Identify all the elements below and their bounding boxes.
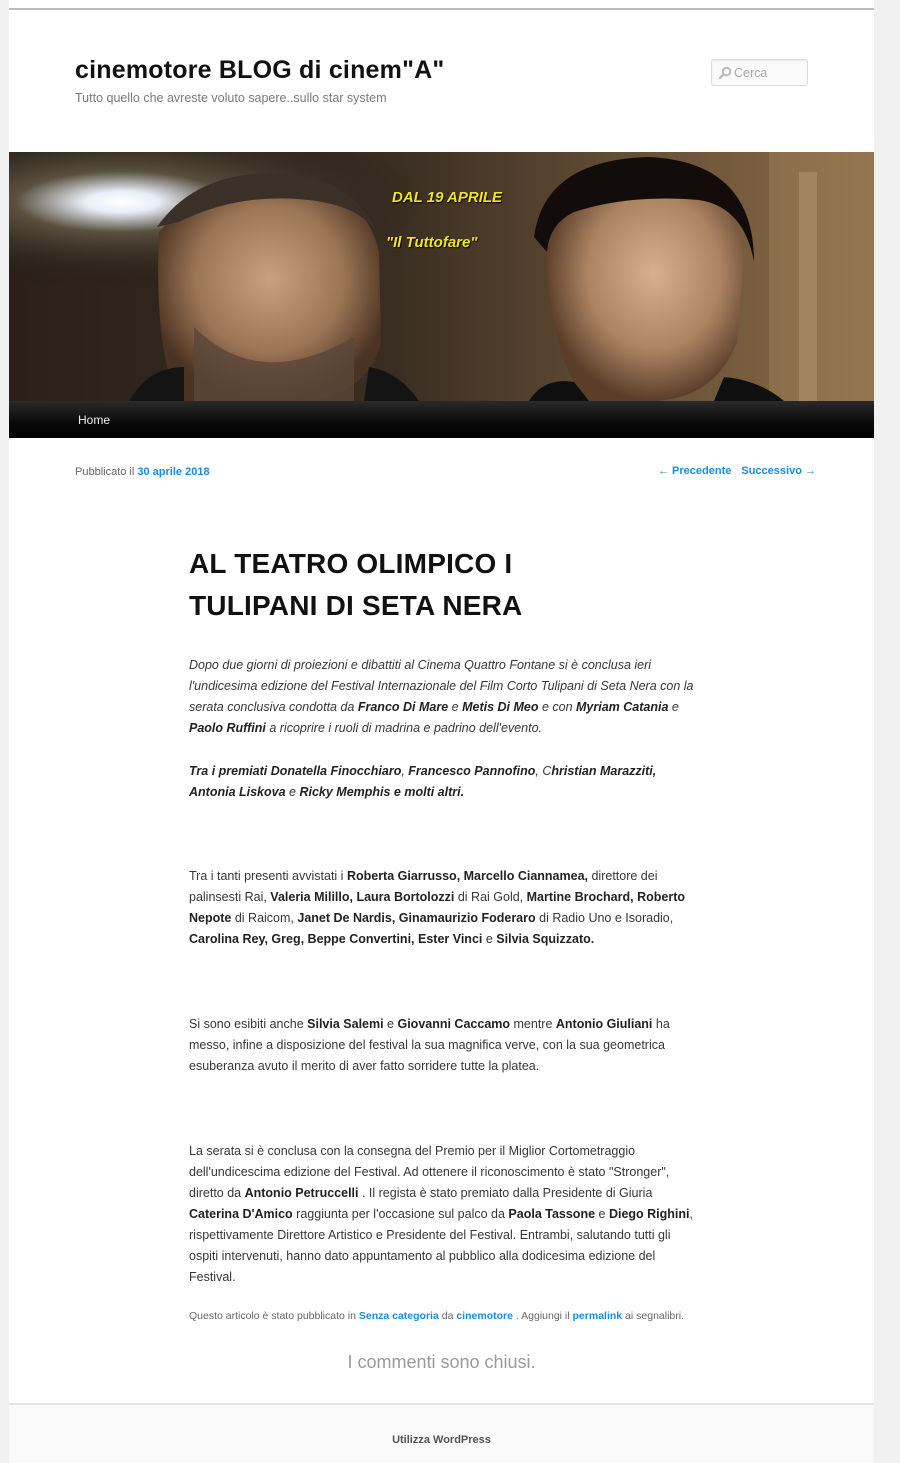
main-navigation <box>9 401 874 438</box>
paragraph-text: direttore dei palinsesti Rai, <box>189 869 658 904</box>
bold-name-text: Myriam Catania <box>576 700 669 714</box>
bold-name-text: Ricky Memphis e molti altri. <box>299 785 465 799</box>
paragraph-text: raggiunta per l'occasione sul palco da <box>292 1207 509 1221</box>
bold-name-text: Caterina D'Amico <box>189 1207 293 1221</box>
bold-name-text: Tra i premiati Donatella Finocchiaro <box>189 764 402 778</box>
article-title: AL TEATRO OLIMPICO I TULIPANI DI SETA NERA <box>189 548 523 621</box>
paragraph-text: , rispettivamente Direttore Artistico e Presidente del Festival. Entrambi, salutando tutti gli ospiti intervenuti, hanno dato appuntamento al pubblico alla dodicesima edizione del Festival. <box>189 1207 693 1284</box>
paragraph-text: Si sono esibiti anche <box>189 1017 308 1031</box>
footer-prefix: Questo articolo è stato pubblicato in <box>189 1310 356 1322</box>
bold-name-text: Antonio Petruccelli <box>244 1186 359 1200</box>
header-banner-image <box>9 152 874 401</box>
paragraph-text: . Il regista è stato premiato dalla Presidente di Giuria <box>358 1186 653 1200</box>
bold-name-text: Diego Righini <box>608 1207 690 1221</box>
paragraph-text: e <box>482 932 497 946</box>
wordpress-credit-link[interactable]: Utilizza WordPress <box>392 1434 491 1446</box>
previous-post-link[interactable]: ← Precedente <box>658 465 732 477</box>
search-icon <box>719 66 732 79</box>
bold-name-text: Carolina Rey, Greg, Beppe Convertini, Ester Vinci <box>189 932 483 946</box>
post-navigation <box>658 465 816 477</box>
permalink-link[interactable]: permalink <box>572 1310 623 1322</box>
article-paragraph-5 <box>189 1141 699 1288</box>
footer-bookmark-prefix: . Aggiungi il <box>515 1310 570 1322</box>
search-input[interactable] <box>734 63 806 82</box>
published-label: Pubblicato il <box>75 466 135 478</box>
paragraph-text: La serata si è conclusa con la consegna del Premio per il Miglior Cortometraggio dell'undicescima edizione del Festival. Ad ottenere il riconoscimento è stato "Stronger", diretto da <box>189 1144 670 1200</box>
article-paragraph-4 <box>189 1014 699 1077</box>
paragraph-text: e <box>595 1207 609 1221</box>
banner-text-date: DAL 19 APRILE <box>392 189 503 206</box>
paragraph-text: di Raicom, <box>231 911 298 925</box>
bold-name-text: Paola Tassone <box>508 1207 596 1221</box>
bold-name-text: Silvia Salemi <box>307 1017 384 1031</box>
paragraph-text: Dopo due giorni di proiezioni e dibattiti al Cinema Quattro Fontane si è conclusa ieri l'undicesima edizione del Festival Internazionale del Film Corto Tulipani di Seta Nera con la serata conclusiva condotta da <box>189 658 694 714</box>
footer-bookmark-suffix: ai segnalibri. <box>625 1310 684 1322</box>
paragraph-text: , C <box>535 764 552 778</box>
category-link[interactable]: Senza categoria <box>358 1310 439 1322</box>
bold-name-text: Roberta Giarrusso, Marcello Ciannamea, <box>346 869 588 883</box>
paragraph-text: e <box>285 785 300 799</box>
bold-name-text: Martine Brochard, Roberto Nepote <box>189 890 685 925</box>
nav-item-home[interactable]: Home <box>78 413 111 427</box>
post-meta <box>75 466 210 478</box>
post-date-link[interactable]: 30 aprile 2018 <box>137 466 210 478</box>
bold-name-text: Giovanni Caccamo <box>397 1017 511 1031</box>
paragraph-text: a ricoprire i ruoli di madrina e padrino dell'evento. <box>265 721 543 735</box>
search-box[interactable] <box>711 59 808 86</box>
author-link[interactable]: cinemotore <box>456 1310 513 1322</box>
bold-name-text: Valeria Milillo, Laura Bortolozzi <box>270 890 455 904</box>
paragraph-text: di Radio Uno e Isoradio, <box>535 911 674 925</box>
site-title[interactable]: cinemotore BLOG di cinem"A" <box>75 56 445 84</box>
paragraph-text: e <box>668 700 679 714</box>
bold-name-text: Paolo Ruffini <box>189 721 266 735</box>
paragraph-text: Tra i tanti presenti avvistati i <box>189 869 347 883</box>
page <box>9 0 874 1463</box>
bold-name-text: Metis Di Meo <box>462 700 539 714</box>
paragraph-text: e <box>448 700 463 714</box>
top-rule <box>9 8 874 10</box>
comments-closed-notice: I commenti sono chiusi. <box>347 1352 536 1372</box>
article-paragraph-3 <box>189 866 699 950</box>
bold-name-text: Antonio Giuliani <box>555 1017 653 1031</box>
paragraph-text: e con <box>538 700 577 714</box>
site-footer <box>9 1403 874 1463</box>
bold-name-text: Janet De Nardis, Ginamaurizio Foderaro <box>297 911 536 925</box>
site-description: Tutto quello che avreste voluto sapere..sullo star system <box>75 91 387 105</box>
banner-text-title: "Il Tuttofare" <box>386 234 478 251</box>
bold-name-text: Franco Di Mare <box>357 700 449 714</box>
next-post-link[interactable]: Successivo → <box>741 465 816 477</box>
bold-name-text: Silvia Squizzato. <box>496 932 595 946</box>
entry-footer <box>189 1310 684 1322</box>
paragraph-text: di Rai Gold, <box>454 890 527 904</box>
footer-by: da <box>441 1310 454 1322</box>
paragraph-text: e <box>383 1017 398 1031</box>
article-paragraph-2 <box>189 761 699 803</box>
paragraph-text: , <box>401 764 409 778</box>
paragraph-text: ha messo, infine a disposizione del festival la sua magnifica verve, con la sua geometrica esuberanza avuto il merito di aver fatto sorridere tutte la platea. <box>189 1017 670 1073</box>
paragraph-text: mentre <box>510 1017 556 1031</box>
bold-name-text: hristian Marazziti, Antonia Liskova <box>189 764 657 799</box>
bold-name-text: Francesco Pannofino <box>408 764 536 778</box>
article-paragraph-1 <box>189 655 699 739</box>
